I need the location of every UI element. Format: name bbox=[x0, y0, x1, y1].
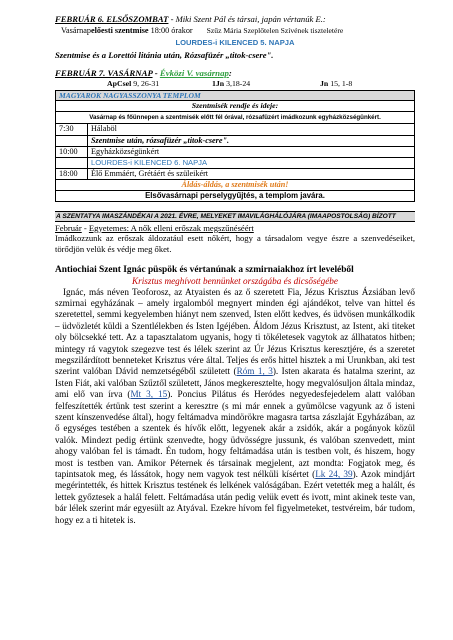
intentions-month: Február bbox=[55, 222, 82, 233]
feb7-heading bbox=[55, 68, 415, 78]
blessing-note: Áldás-áldás, a szentmisék után! bbox=[56, 179, 415, 190]
mass-time: 18:00 bbox=[56, 168, 88, 179]
feb7-colon: : bbox=[228, 68, 232, 78]
feb7-date: FEBRUÁR 7. VASÁRNAP bbox=[55, 68, 153, 78]
table-row bbox=[56, 146, 415, 157]
feb6-mass-pre: Vasárnap bbox=[61, 26, 92, 35]
mass-time: 7:30 bbox=[56, 124, 88, 135]
feb6-novena: LOURDES-i KILENCED 5. NAPJA bbox=[175, 38, 295, 47]
mass-intention: Hálaböl bbox=[88, 124, 415, 135]
letter-body bbox=[55, 287, 415, 527]
mass-intention: LOURDES-i KILENCED 6. NAPJA bbox=[88, 157, 415, 168]
intentions-topic bbox=[55, 223, 415, 233]
reading-3: Jn 15, 1-8 bbox=[320, 79, 353, 88]
mass-intention: Szentmise után, rózsafüzér „titok-csere". bbox=[88, 135, 415, 146]
letter-subtitle: Krisztus meghívott bennünket országába és dicsőségébe bbox=[132, 275, 338, 286]
table-row bbox=[56, 135, 415, 146]
feb7-readings bbox=[55, 79, 415, 89]
letter-paragraph: Ignác, más néven Teoforosz, az Atyaisten és az ő szeretett Fia, Jézus Krisztus Ázsiában levő szmirnai egyházának – amely irgalomból megnyert minden égi ajándékot, telve van hittel és szeretettel, semmi kegyelemben hiányt nem szenved, Isten előtt kedves, és üdvösen munkálkodik – üdvözletét küldi a Szentlélekben és Isten Igéjében. Áldom Jézus Krisztust, az Istent, aki titeket oly bölcsekké tett. Az a tapasztalatom ugyanis, hogy ti tökéletesek vagytok az állhatatos hitben; mintegy rá vagytok szegezve test és lélek szerint az Úr Jézus Krisztus keresztjére, és a szeretet megszilárdított benneteket Krisztus vére által. Teljes és erős hittel hisztek a mi Urunkban, aki test szerint valóban Dávid nemzetségéből született (Róm 1, 3). Isten akarata és hatalma szerint, az Isten Fiát, aki valóban Szűztől született, János megkeresztelte, hogy megvalósuljon általa mindaz, ami elő van írva (Mt 3, 15). Poncius Pilátus és Heródes negyedesfejedelem alatt valóban felfeszítették értünk test szerint a keresztre (s mi már ennek a gyümölcse vagyunk az ő isteni szent kínszenvedése által), hogy feltámadva mindörökre magasra tartsa zászlaját Egyházában, az ő egységes testében a szentek és hívők előtt, legyenek akár a zsidók, akár a pogányok közül valók. Mindezt pedig értünk szenvedte, hogy üdvösségre jussunk, és valóban szenvedett, mint ahogy valóban fel is támadt. Én tudom, hogy feltámadása után is testben volt, és hiszem, hogy most is testben van. Amikor Péternek és társainak megjelent, azt mondta: Fogjatok meg, és tapintsatok meg, és lássátok, hogy nem vagyok test nélküli kísértet (Lk 24, 39). Azok mindjárt megérintették, és hittek Krisztus testének és lelkének valóságában. Ezért vetették meg a halált, és lettek győztesek a halál felett. Feltámadása után pedig velük evett és ivott, mint akinek teste van, bár lélek szerint már egyesült az Atyával. Ezekre hívom fel figyelmeteket, testvéreim, bár tudom, hogy ez a ti hitetek is. bbox=[55, 286, 415, 525]
church-title: MAGYAROK NAGYASSZONYA TEMPLOM bbox=[55, 90, 415, 101]
table-row bbox=[56, 168, 415, 179]
collection-note: Elsővasárnapi perselygyűjtés, a templom javára. bbox=[56, 190, 415, 201]
intentions-header: A SZENTATYA IMASZÁNDÉKAI A 2021. ÉVRE, MELYEKET IMAVILÁGHÁLÓJÁRA (IMAAPOSTOLSÁG) BÍZOTT bbox=[55, 211, 415, 222]
feb7-sunday: Évközi V. vasárnap bbox=[159, 68, 229, 78]
reading-1: ApCsel 9, 26-31 bbox=[107, 79, 160, 88]
feb6-saint: - Miki Szent Pál és társai, japán vértanúk E.: bbox=[168, 14, 326, 24]
mass-time bbox=[56, 157, 88, 168]
letter-section bbox=[55, 265, 415, 527]
scripture-link-lk[interactable]: Lk 24, 39 bbox=[315, 469, 353, 479]
prayer-intentions bbox=[55, 211, 415, 255]
schedule-table bbox=[55, 90, 415, 202]
mass-time: 10:00 bbox=[56, 146, 88, 157]
mass-intention: Egyházközségünkért bbox=[88, 146, 415, 157]
intentions-dash: - bbox=[83, 222, 89, 233]
letter-title: Antiochiai Szent Ignác püspök és vértanúnak a szmirnaiakhoz írt leveléből bbox=[55, 264, 354, 275]
intentions-topic-text: Egyetemes: A nők elleni erőszak megszűnéséért bbox=[88, 222, 254, 233]
bulletin-page bbox=[55, 14, 415, 526]
mass-intention: Élő Emmáért, Grétáért és szüleikért bbox=[88, 168, 415, 179]
table-row bbox=[56, 124, 415, 135]
scripture-link-mt[interactable]: Mt 3, 15 bbox=[130, 389, 168, 400]
table-row bbox=[56, 190, 415, 201]
scripture-link-rom[interactable]: Róm 1, 3 bbox=[236, 366, 273, 377]
feb6-mass bbox=[55, 26, 415, 36]
table-row bbox=[56, 157, 415, 168]
feb6-rosary: Szentmise és a Lorettói litánia után, Rózsafüzér „titok-csere". bbox=[55, 50, 274, 60]
feb6-mass-time: 18:00 órakor bbox=[148, 26, 193, 35]
mass-time bbox=[56, 135, 88, 146]
feb6-heading bbox=[55, 14, 415, 24]
schedule-subtitle: Szentmisék rendje és ideje: bbox=[55, 101, 415, 112]
feb6-date: FEBRUÁR 6. ELSŐSZOMBAT bbox=[55, 14, 169, 24]
feb6-mass-bold: előesti szentmise bbox=[91, 26, 149, 35]
table-row bbox=[56, 179, 415, 190]
schedule-rows bbox=[55, 124, 415, 202]
feb6-mass-intention: Szűz Mária Szeplőtelen Szívének tiszteletére bbox=[206, 26, 344, 35]
feb7-sep: - bbox=[152, 68, 160, 78]
reading-2: 1Jn 3,18-24 bbox=[212, 79, 251, 88]
schedule-note: Vasárnap és főünnepen a szentmisék előtt fél órával, rózsafüzért imádkozunk egyházközségünkért. bbox=[55, 112, 415, 124]
intentions-text: Imádkozzunk az erőszak áldozatául esett nőkért, hogy a társadalom vegye észre a szenvedéseiket, törődjön velük és védje meg őket. bbox=[55, 232, 415, 254]
